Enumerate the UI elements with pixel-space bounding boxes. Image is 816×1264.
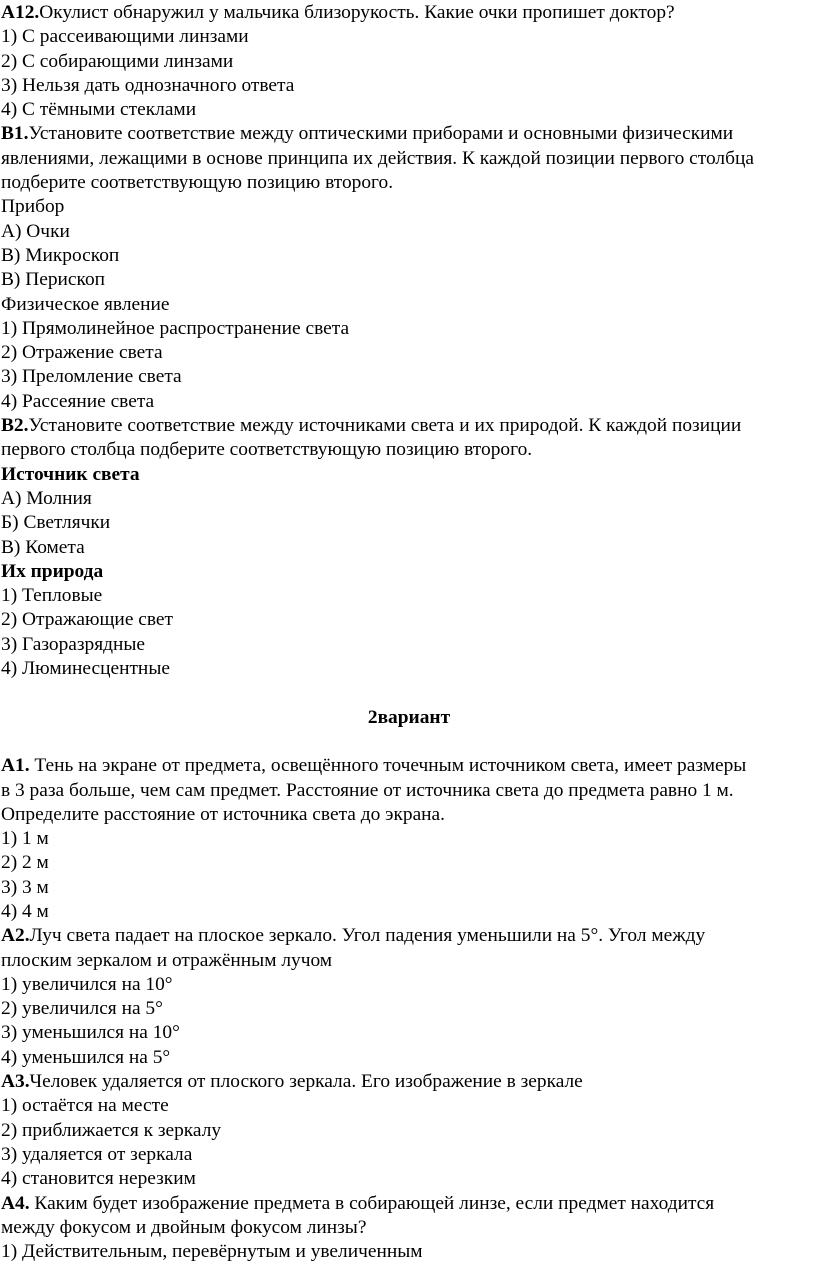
spacer <box>1 730 816 754</box>
answer-option: 1) остаётся на месте <box>1 1095 169 1117</box>
answer-option: 1) 1 м <box>1 828 49 850</box>
answer-option: 4) С тёмными стеклами <box>1 99 197 121</box>
column-item: Б) Светлячки <box>1 512 111 534</box>
question-b2 <box>1 414 816 438</box>
variant-heading: 2вариант <box>367 706 451 728</box>
column-item: 1) Прямолинейное распространение света <box>1 317 350 339</box>
question-label: B1. <box>1 123 29 145</box>
column-title: Физическое явление <box>1 293 170 315</box>
column-title: Источник света <box>1 463 140 485</box>
answer-option: 1) Действительным, перевёрнутым и увеличенным <box>1 1241 423 1263</box>
question-label: А1. <box>1 755 30 777</box>
question-text-continued: первого столбца подберите соответствующую позицию второго. <box>1 439 533 461</box>
answer-option: 3) Нельзя дать однозначного ответа <box>1 74 295 96</box>
question-text: Луч света падает на плоское зеркало. Угол падения уменьшили на 5°. Угол между <box>29 925 706 947</box>
answer-option: 3) уменьшился на 10° <box>1 1022 180 1044</box>
question-text: Окулист обнаружил у мальчика близорукость. Какие очки пропишет доктор? <box>39 2 675 23</box>
answer-option: 2) приближается к зеркалу <box>1 1119 222 1141</box>
question-text: Каким будет изображение предмета в собирающей линзе, если предмет находится <box>29 1192 715 1214</box>
question-text: Установите соответствие между оптическими приборами и основными физическими <box>28 123 734 145</box>
column-item: А) Молния <box>1 487 92 509</box>
column-item: 4) Люминесцентные <box>1 658 170 680</box>
question-a4 <box>1 1192 816 1216</box>
question-label: А2. <box>1 925 30 947</box>
question-text-continued: подберите соответствующую позицию второго. <box>1 172 394 194</box>
question-a3 <box>1 1070 816 1094</box>
question-b1 <box>1 122 816 146</box>
question-text-continued: явлениями, лежащими в основе принципа их действия. К каждой позиции первого столбца <box>1 147 754 169</box>
answer-option: 4) становится нерезким <box>1 1168 196 1190</box>
column-item: В) Микроскоп <box>1 244 120 266</box>
answer-option: 3) 3 м <box>1 876 49 898</box>
column-item: В) Перископ <box>1 269 106 291</box>
answer-option: 2) увеличился на 5° <box>1 998 163 1020</box>
column-item: 3) Преломление света <box>1 366 182 388</box>
question-text-continued: Определите расстояние от источника света до экрана. <box>1 803 446 825</box>
spacer <box>1 681 816 705</box>
answer-option: 1) С рассеивающими линзами <box>1 26 249 48</box>
column-item: 4) Рассеяние света <box>1 390 155 412</box>
question-text-continued: в 3 раза больше, чем сам предмет. Расстояние от источника света до предмета равно 1 м. <box>1 779 734 801</box>
column-item: 1) Тепловые <box>1 585 103 607</box>
column-item: А) Очки <box>1 220 70 242</box>
question-text: Тень на экране от предмета, освещённого точечным источником света, имеет размеры <box>29 755 747 777</box>
answer-option: 4) уменьшился на 5° <box>1 1046 171 1068</box>
question-label: А3. <box>1 1071 30 1093</box>
answer-option: 1) увеличился на 10° <box>1 973 173 995</box>
column-item: 2) Отражающие свет <box>1 609 173 631</box>
column-title: Их природа <box>1 560 104 582</box>
question-label: А4. <box>1 1192 30 1214</box>
question-text: Установите соответствие между источниками света и их природой. К каждой позиции <box>28 415 742 437</box>
answer-option: 2) С собирающими линзами <box>1 50 234 72</box>
column-item: В) Комета <box>1 536 85 558</box>
question-a1 <box>1 754 816 778</box>
question-text-continued: плоским зеркалом и отражённым лучом <box>1 949 333 971</box>
column-title: Прибор <box>1 196 65 218</box>
question-text-continued: между фокусом и двойным фокусом линзы? <box>1 1216 367 1238</box>
column-item: 2) Отражение света <box>1 342 163 364</box>
question-label: B2. <box>1 415 29 437</box>
answer-option: 4) 4 м <box>1 900 49 922</box>
answer-option: 3) удаляется от зеркала <box>1 1143 193 1165</box>
question-text: Человек удаляется от плоского зеркала. Его изображение в зеркале <box>29 1071 583 1093</box>
question-label: A12. <box>1 2 40 23</box>
column-item: 3) Газоразрядные <box>1 633 146 655</box>
answer-option: 2) 2 м <box>1 852 49 874</box>
question-a12 <box>1 1 816 25</box>
question-a2 <box>1 924 816 948</box>
